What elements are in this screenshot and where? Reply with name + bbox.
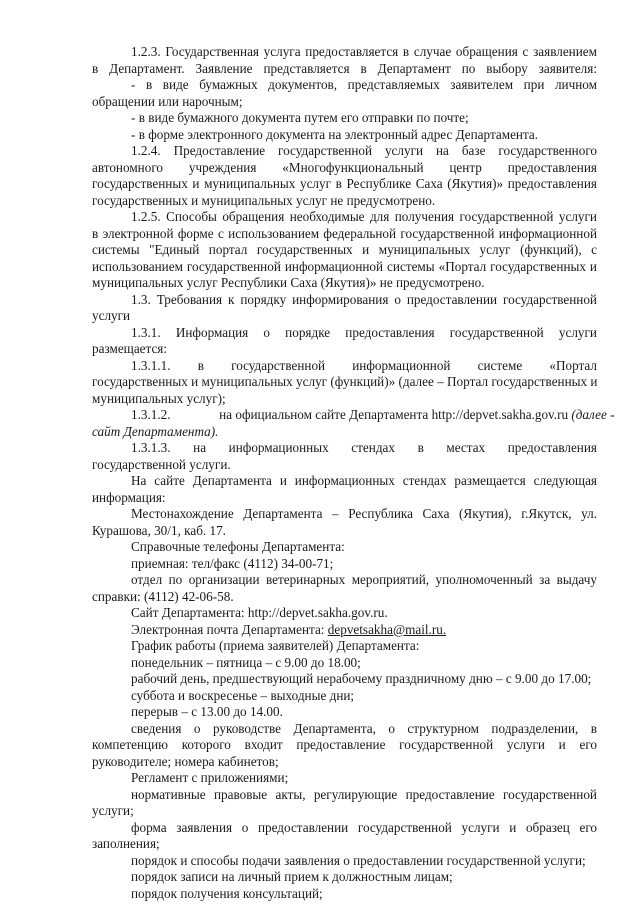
text-line: информация: [92, 489, 166, 505]
text-line: форма заявления о предоставлении государственной услуги и образец его [131, 819, 597, 835]
text-line: Местонахождение Департамента – Республика Саха (Якутия), г.Якутск, ул. [131, 506, 597, 521]
email-link[interactable]: depvetsakha@mail.ru. [327, 621, 447, 637]
text-line: понедельник – пятница – с 9.00 до 18.00; [131, 654, 361, 670]
text-line: Справочные телефоны Департамента: [131, 539, 345, 554]
text-line: муниципальных услуг Республики Саха (Якутия)» не предусмотрено. [92, 275, 485, 290]
text-line: На сайте Департамента и информационных стендах размещается следующая [131, 473, 597, 488]
text-line: приемная: тел/факс (4112) 34-00-71; [131, 555, 334, 571]
text-line: обращении или нарочным; [92, 93, 243, 109]
text-line: сайт Департамента). [92, 423, 219, 439]
text-line: 1.2.4. Предоставление государственной услуги на базе государственного [131, 143, 597, 158]
site-note-start: (далее - [571, 407, 615, 422]
text-line: заполнения; [92, 836, 160, 851]
text-line: государственных и муниципальных услуг не предусмотрено. [92, 192, 436, 208]
text-line: Регламент с приложениями; [131, 770, 289, 785]
text-line: компетенцию которого входит предоставление государственной услуги и его [92, 737, 597, 752]
text-line: государственных и муниципальных услуг (функций)» (далее – Портал государственных и [92, 374, 598, 389]
text-line [131, 407, 615, 424]
text-line: порядок и способы подачи заявления о предоставлении государственной услуги; [131, 852, 586, 868]
text-line: использованием государственной информационной системы «Портал государственных и [92, 258, 597, 274]
text-line: порядок записи на личный прием к должностным лицам; [131, 869, 453, 884]
text-line: отдел по организации ветеринарных мероприятий, уполномоченный за выдачу [131, 572, 597, 587]
text-line: нормативные правовые акты, регулирующие предоставление государственной [131, 786, 597, 802]
text-line: Сайт Департамента: http://depvet.sakha.gov.ru. [131, 605, 388, 620]
text-line: системы "Единый портал государственных и муниципальных услуг (функций), с [92, 242, 597, 257]
text-line: государственной услуги. [92, 456, 231, 472]
text-line: услуги; [92, 803, 134, 818]
text-line: График работы (приема заявителей) Департамента: [131, 638, 420, 653]
text-line: размещается: [92, 341, 168, 356]
text-line: - в форме электронного документа на электронный адрес Департамента. [131, 126, 539, 142]
text-line: справки: (4112) 42-06-58. [92, 588, 234, 604]
text-line: услуги [92, 308, 131, 323]
text-line: сведения о руководстве Департамента, о структурном подразделении, в [131, 720, 597, 736]
email-label: Электронная почта Департамента: [131, 621, 328, 637]
text-line: порядок получения консультаций; [131, 885, 323, 901]
text-line: рабочий день, предшествующий нерабочему праздничному дню – с 9.00 до 17.00; [131, 671, 592, 686]
text-line: 1.3.1.3. на информационных стендах в местах предоставления [131, 440, 597, 455]
text-line [131, 622, 597, 639]
text-line: суббота и воскресенье – выходные дни; [131, 687, 355, 703]
site-line-text: на официальном сайте Департамента http://depvet.sakha.gov.ru [219, 407, 569, 422]
text-line: - в виде бумажного документа путем его отправки по почте; [131, 110, 469, 125]
text-line: государственных и муниципальных услуг в Республике Саха (Якутия)» предоставления [92, 176, 597, 191]
text-line: Курашова, 30/1, каб. 17. [92, 522, 226, 538]
text-line: перерыв – с 13.00 до 14.00. [131, 704, 283, 719]
text-line: в электронной форме с использованием федеральной государственной информационной [92, 225, 597, 241]
text-line: муниципальных услуг); [92, 390, 226, 406]
text-line: - в виде бумажных документов, представляемых заявителем при личном [131, 77, 597, 92]
text-line: 1.3.1.1. в государственной информационной системе «Портал [131, 357, 597, 373]
text-line: 1.2.3. Государственная услуга предоставляется в случае обращения с заявлением [131, 44, 597, 59]
text-line: руководителе; номера кабинетов; [92, 753, 279, 769]
text-line: в Департамент. Заявление представляется в Департамент по выбору заявителя: [92, 60, 597, 76]
text-line: 1.3. Требования к порядку информирования о предоставлении государственной [131, 291, 597, 307]
section-number: 1.3.1.2. [131, 407, 171, 422]
text-line: 1.3.1. Информация о порядке предоставления государственной услуги [131, 324, 597, 340]
text-line: автономного учреждения «Многофункциональный центр предоставления [92, 159, 597, 175]
text-line: 1.2.5. Способы обращения необходимые для получения государственной услуги [131, 209, 597, 224]
